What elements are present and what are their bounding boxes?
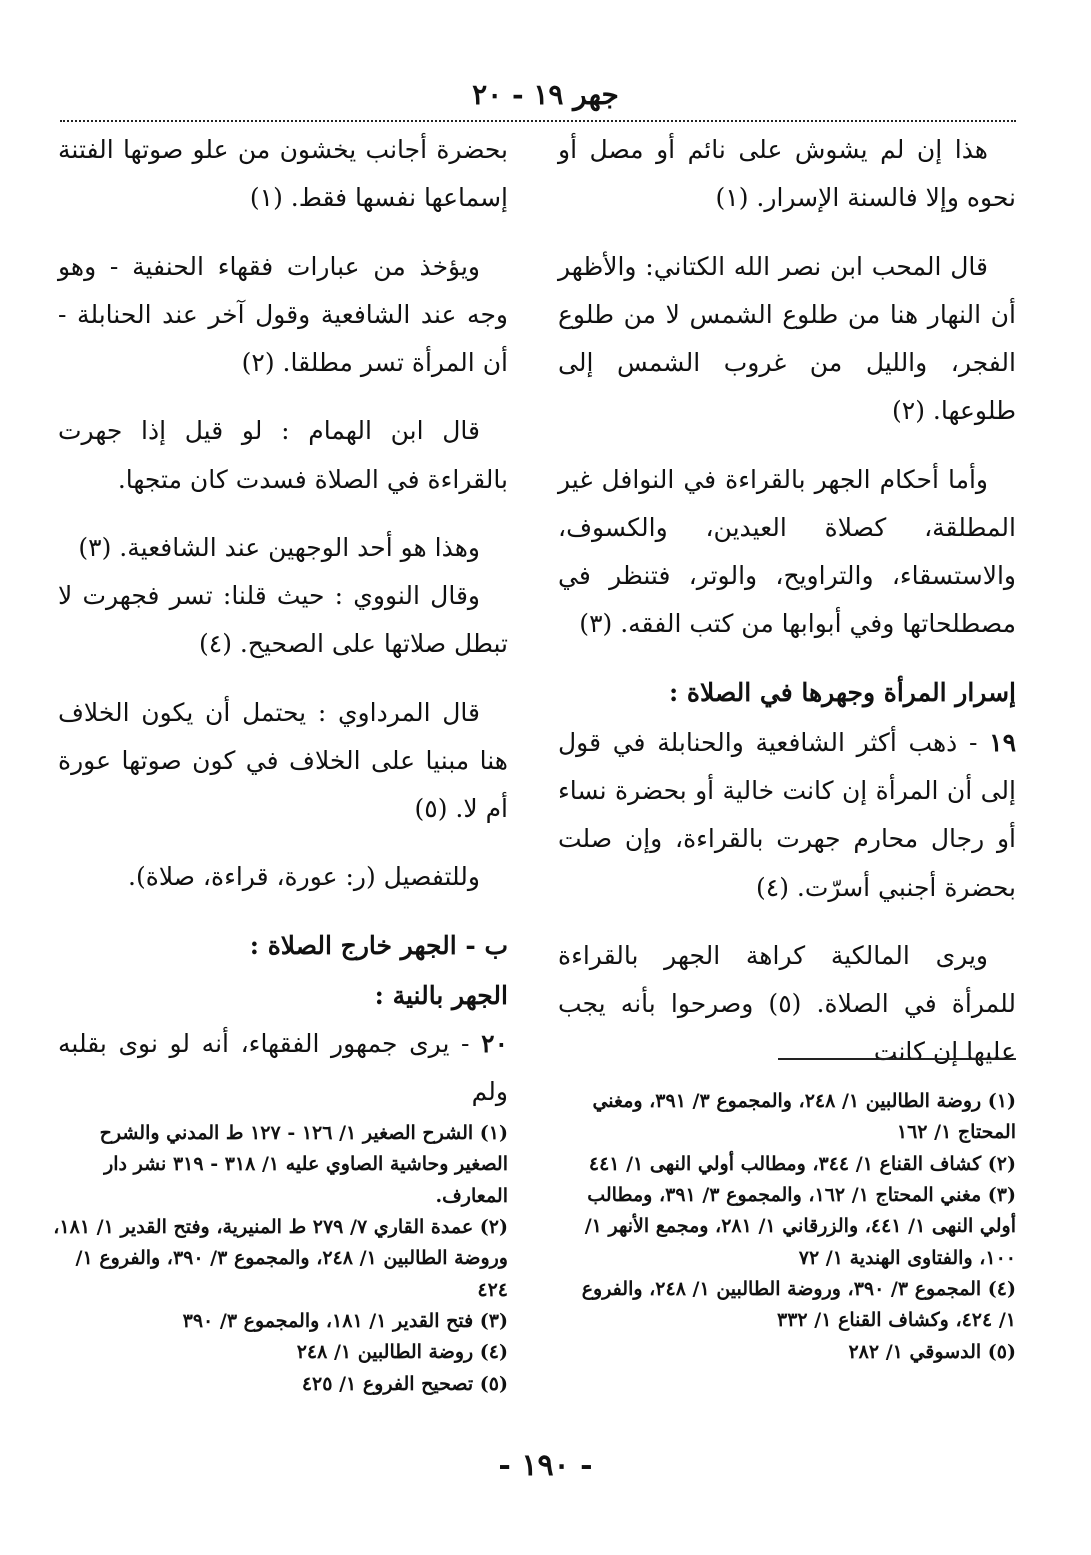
- paragraph: وقال النووي : حيث قلنا: تسر فجهرت لا تبطل صلاتها على الصحيح. (٤): [58, 581, 508, 659]
- footnote: (٥) الدسوقي ١/ ٢٨٢: [848, 1340, 1016, 1363]
- footnote: (٣) فتح القدير ١/ ١٨١، والمجموع ٣/ ٣٩٠: [182, 1310, 508, 1333]
- paragraph: ويرى المالكية كراهة الجهر بالقراءة للمرأة في الصلاة. (٥) وصرحوا بأنه يجب عليها إن كانت: [558, 940, 1016, 1067]
- right-column: [558, 126, 1016, 1097]
- footnote: (٢) كشاف القناع ١/ ٣٤٤، ومطالب أولي النهى ١/ ٤٤١: [588, 1152, 1016, 1175]
- header-dotted-rule: [60, 120, 1016, 122]
- paragraph: هذا إن لم يشوش على نائم أو مصل أو نحوه وإلا فالسنة الإسرار. (١): [558, 135, 1016, 213]
- footnote: (٤) روضة الطالبين ١/ ٢٤٨: [296, 1341, 508, 1364]
- numbered-paragraph: [558, 719, 1016, 912]
- footnote: (٢) عمدة القاري ٧/ ٢٧٩ ط المنيرية، وفتح القدير ١/ ١٨١، وروضة الطالبين ١/ ٢٤٨، والمجموع ٣/ ٣٩٠، والفروع ١/ ٤٢٤: [53, 1216, 508, 1301]
- paragraph-text: - ذهب أكثر الشافعية والحنابلة في قول إلى أن المرأة إن كانت خالية أو بحضرة نساء أو رجال محارم جهرت بالقراءة، وإن صلت بحضرة أجنبي أسرّت. (٤): [558, 727, 1016, 902]
- paragraph: وهذا هو أحد الوجهين عند الشافعية. (٣): [78, 532, 480, 562]
- section-heading: إسرار المرأة وجهرها في الصلاة :: [669, 677, 1016, 707]
- paragraph: قال المحب ابن نصر الله الكتاني: والأظهر أن النهار هنا من طلوع الشمس لا من طلوع الفجر، والليل من غروب الشمس إلى طلوعها. (٢): [558, 251, 1016, 426]
- footnote: (٣) مغني المحتاج ١/ ١٦٢، والمجموع ٣/ ٣٩١، ومطالب أولي النهى ١/ ٤٤١، والزرقاني ١/ ٢٨١، ومجمع الأنهر ١/ ١٠٠، والفتاوى الهندية ١/ ٧٢: [584, 1184, 1016, 1269]
- left-column: [58, 126, 508, 1137]
- footnote-separator: [778, 1058, 1016, 1060]
- footnote: (١) الشرح الصغير ١/ ١٢٦ - ١٢٧ ط المدني والشرح الصغير وحاشية الصاوي عليه ١/ ٣١٨ - ٣١٩ نشر دار المعارف.: [99, 1122, 508, 1207]
- paragraph: وللتفصيل (ر: عورة، قراءة، صلاة).: [128, 862, 480, 892]
- footnotes-left: [50, 1118, 508, 1400]
- footnotes-right: [558, 1086, 1016, 1368]
- section-heading: ب - الجهر خارج الصلاة :: [249, 930, 508, 960]
- running-header: جهر ١٩ - ٢٠: [472, 78, 619, 111]
- paragraph: قال المرداوي : يحتمل أن يكون الخلاف هنا مبنيا على الخلاف في كون صوتها عورة أم لا. (٥): [58, 697, 508, 823]
- paragraph: بحضرة أجانب يخشون من علو صوتها الفتنة إسماعها نفسها فقط. (١): [58, 135, 508, 213]
- paragraph-text: - يرى جمهور الفقهاء، أنه لو نوى بقلبه ولم: [58, 1029, 508, 1107]
- sub-heading: الجهر بالنية :: [374, 980, 508, 1010]
- footnote: (٤) المجموع ٣/ ٣٩٠، وروضة الطالبين ١/ ٢٤٨، والفروع ١/ ٤٢٤، وكشاف القناع ١/ ٣٣٢: [581, 1278, 1016, 1332]
- numbered-paragraph: [58, 1020, 508, 1117]
- page-number: - ١٩٠ -: [498, 1448, 593, 1483]
- paragraph-number: ١٩: [989, 727, 1016, 757]
- paragraph: ويؤخذ من عبارات فقهاء الحنفية - وهو وجه عند الشافعية وقول آخر عند الحنابلة - أن المرأة تسر مطلقا. (٢): [58, 251, 508, 377]
- footnote: (١) روضة الطالبين ١/ ٢٤٨، والمجموع ٣/ ٣٩١، ومغني المحتاج ١/ ١٦٢: [592, 1090, 1016, 1144]
- footnote: (٥) تصحيح الفروع ١/ ٤٢٥: [301, 1372, 508, 1395]
- paragraph-number: ٢٠: [481, 1029, 508, 1058]
- paragraph: قال ابن الهمام : لو قيل إذا جهرت بالقراءة في الصلاة فسدت كان متجها.: [58, 416, 508, 494]
- paragraph: وأما أحكام الجهر بالقراءة في النوافل غير المطلقة، كصلاة العيدين، والكسوف، والاستسقاء، والتراويح، والوتر، فتنظر في مصطلحاتها وفي أبوابها من كتب الفقه. (٣): [558, 464, 1016, 639]
